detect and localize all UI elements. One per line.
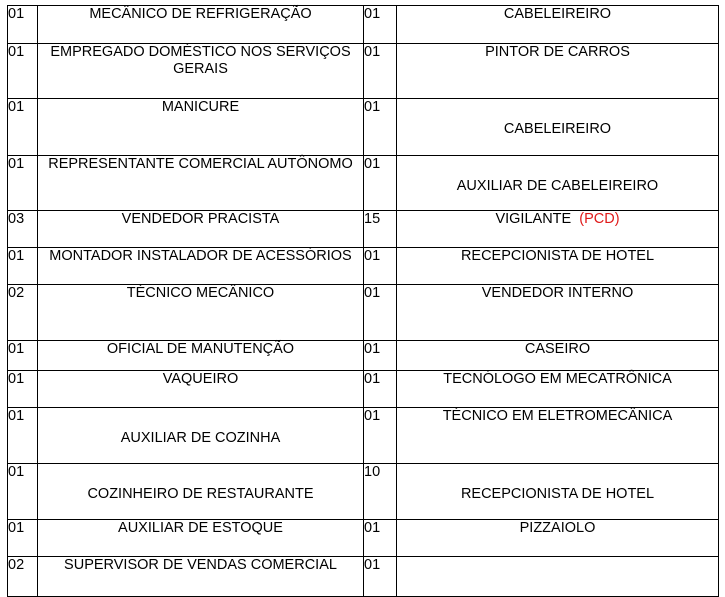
- left-job-title: VENDEDOR PRACISTA: [38, 211, 364, 248]
- left-job-title: VAQUEIRO: [38, 371, 364, 408]
- left-quantity: 01: [8, 520, 38, 557]
- right-job-title: [397, 248, 719, 285]
- left-job-title: OFICIAL DE MANUTENÇÃO: [38, 341, 364, 371]
- job-vacancies-table: [7, 5, 719, 597]
- right-job-title-text: VENDEDOR INTERNO: [481, 285, 634, 301]
- left-job-title: MECÂNICO DE REFRIGERAÇÃO: [38, 6, 364, 44]
- right-job-title: [397, 285, 719, 341]
- right-job-title: [397, 371, 719, 408]
- right-job-title-text: AUXILIAR DE CABELEIREIRO: [456, 178, 659, 194]
- table-row: [8, 285, 719, 341]
- right-job-title-text: PINTOR DE CARROS: [485, 44, 630, 60]
- right-job-title: [397, 44, 719, 99]
- right-job-title: [397, 211, 719, 248]
- right-quantity: 10: [364, 464, 397, 520]
- left-quantity: 01: [8, 408, 38, 464]
- table-row: [8, 211, 719, 248]
- right-job-title-text: CABELEIREIRO: [503, 6, 612, 22]
- right-job-title-text: VIGILANTE: [495, 211, 572, 227]
- right-job-title-text: TÉCNICO EM ELETROMECÂNICA: [442, 408, 673, 424]
- left-quantity: 01: [8, 99, 38, 156]
- left-job-title: EMPREGADO DOMÉSTICO NOS SERVIÇOS GERAIS: [38, 44, 364, 99]
- right-job-title: [397, 341, 719, 371]
- right-quantity: 15: [364, 211, 397, 248]
- right-job-title: [397, 520, 719, 557]
- right-job-title-text: TECNÓLOGO EM MECATRÔNICA: [443, 371, 672, 387]
- left-job-title: REPRESENTANTE COMERCIAL AUTÔNOMO: [38, 156, 364, 211]
- right-quantity: 01: [364, 99, 397, 156]
- right-job-title-text: RECEPCIONISTA DE HOTEL: [460, 486, 655, 502]
- left-quantity: 01: [8, 6, 38, 44]
- table-row: [8, 44, 719, 99]
- left-quantity: 01: [8, 371, 38, 408]
- table-row: [8, 341, 719, 371]
- right-job-title-text: CASEIRO: [524, 341, 591, 357]
- left-job-title: MONTADOR INSTALADOR DE ACESSÓRIOS: [38, 248, 364, 285]
- right-quantity: 01: [364, 341, 397, 371]
- table-row: [8, 408, 719, 464]
- left-quantity: 02: [8, 557, 38, 597]
- right-job-title-text: CABELEIREIRO: [503, 121, 612, 137]
- table-row: [8, 464, 719, 520]
- table-row: [8, 371, 719, 408]
- left-job-title: AUXILIAR DE ESTOQUE: [38, 520, 364, 557]
- right-quantity: 01: [364, 156, 397, 211]
- left-quantity: 01: [8, 464, 38, 520]
- left-job-title: SUPERVISOR DE VENDAS COMERCIAL: [38, 557, 364, 597]
- right-job-title: [397, 557, 719, 597]
- left-job-title: TÉCNICO MECÂNICO: [38, 285, 364, 341]
- right-job-title: [397, 99, 719, 156]
- right-quantity: 01: [364, 520, 397, 557]
- right-job-title-text: RECEPCIONISTA DE HOTEL: [460, 248, 655, 264]
- left-quantity: 01: [8, 341, 38, 371]
- job-vacancies-body: [8, 6, 719, 597]
- left-quantity: 02: [8, 285, 38, 341]
- left-job-title: MANICURE: [38, 99, 364, 156]
- left-quantity: 01: [8, 248, 38, 285]
- right-quantity: 01: [364, 408, 397, 464]
- right-job-title: [397, 408, 719, 464]
- table-row: [8, 156, 719, 211]
- right-quantity: 01: [364, 6, 397, 44]
- right-quantity: 01: [364, 371, 397, 408]
- table-row: [8, 557, 719, 597]
- table-row: [8, 6, 719, 44]
- right-quantity: 01: [364, 285, 397, 341]
- left-quantity: 01: [8, 44, 38, 99]
- right-quantity: 01: [364, 44, 397, 99]
- left-quantity: 01: [8, 156, 38, 211]
- table-row: [8, 520, 719, 557]
- pcd-badge: (PCD): [579, 211, 620, 227]
- left-job-title: AUXILIAR DE COZINHA: [38, 408, 364, 464]
- left-job-title: COZINHEIRO DE RESTAURANTE: [38, 464, 364, 520]
- right-job-title: [397, 464, 719, 520]
- left-quantity: 03: [8, 211, 38, 248]
- table-row: [8, 248, 719, 285]
- right-job-title: [397, 156, 719, 211]
- right-job-title-text: PIZZAIOLO: [519, 520, 596, 536]
- table-row: [8, 99, 719, 156]
- right-quantity: 01: [364, 248, 397, 285]
- right-quantity: 01: [364, 557, 397, 597]
- right-job-title: [397, 6, 719, 44]
